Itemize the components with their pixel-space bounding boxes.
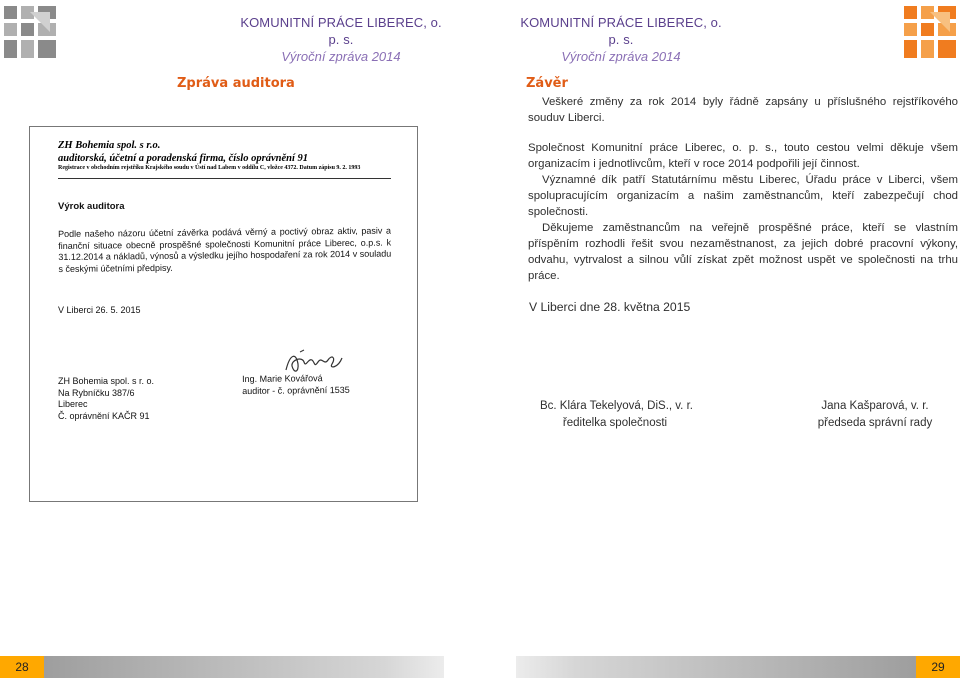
header-right-org: KOMUNITNÍ PRÁCE LIBEREC, o. p. s.: [520, 15, 722, 47]
signatory-role: ředitelka společnosti: [562, 417, 668, 429]
header-right-report: Výroční zpráva 2014: [561, 49, 681, 64]
scan-right-line: auditor - č. oprávnění 1535: [242, 384, 350, 396]
signatory-name: Jana Kašparová, v. r.: [821, 400, 929, 412]
paragraph-text: Společnost Komunitní práce Liberec, o. p. s., touto cestou velmi děkuje všem organizacím i jednotlivcům, kteří v roce 2014 podpořili její činnost.: [528, 142, 958, 170]
paragraph-text: Významné dík patří Statutárnímu městu Liberec, Úřadu práce v Liberci, všem spolupracujícím organizacím a našim zaměstnancům, kteří zabezpečují chod společnosti.: [528, 174, 958, 218]
scan-left-line: Liberec: [58, 399, 88, 409]
scan-registry-line: Registrace v obchodním rejstříku Krajského soudu v Ústí nad Labem v oddílu C, vložce 4372. Datum zápisu 9. 2. 1993: [58, 165, 361, 171]
scan-divider: [58, 178, 391, 179]
header-left-org: KOMUNITNÍ PRÁCE LIBEREC, o. p. s.: [240, 15, 442, 47]
header-left-report: Výroční zpráva 2014: [281, 49, 401, 64]
scan-left-line: Č. oprávnění KAČR 91: [58, 410, 150, 421]
signatory-board-chair: [800, 398, 950, 432]
logo-right: [904, 6, 956, 58]
signatory-role: předseda správní rady: [817, 417, 933, 429]
signatory-name: Bc. Klára Tekelyová, DiS., v. r.: [540, 400, 693, 412]
logo-mosaic-icon: [4, 6, 56, 58]
scan-left-line: Na Rybníčku 387/6: [58, 387, 135, 398]
paragraph-text: Veškeré změny za rok 2014 byly řádně zapsány u příslušného rejstříkového souduv Liberci.: [528, 96, 958, 124]
scan-place-date: V Liberci 26. 5. 2015: [58, 305, 141, 315]
header-left: [236, 14, 446, 65]
scan-firm-name: ZH Bohemia spol. s r.o.: [58, 140, 161, 151]
scan-firm-description: auditorská, účetní a poradenská firma, číslo oprávnění 91: [58, 153, 308, 164]
scan-auditor-block: [242, 373, 350, 397]
scan-right-line: Ing. Marie Kovářová: [242, 373, 323, 384]
scan-left-line: ZH Bohemia spol. s r. o.: [58, 376, 155, 386]
scan-auditor-firm-block: [58, 376, 154, 422]
paragraph-text: Děkujeme zaměstnancům na veřejně prospěšné práce, kteří se vlastním příspěním rozhodli řešit svou nezaměstnanost, za jejich dobré pracovní výkony, odvahu, vytrvalost a silnou vůlí získat zpět možnost uspět ve společnosti na trhu práce.: [528, 222, 958, 282]
footer-bar-left: [44, 656, 444, 678]
paragraph-registry: [528, 94, 958, 126]
right-section-title: Závěr: [526, 76, 568, 91]
date-line: V Liberci dne 28. května 2015: [529, 300, 691, 314]
scan-heading: Výrok auditora: [58, 201, 125, 212]
paragraph-thanks-block: [528, 140, 958, 284]
logo-left: [4, 6, 56, 58]
signatory-director: [540, 398, 693, 432]
scan-opinion: Podle našeho názoru účetní závěrka podává věrný a poctivý obraz aktiv, pasiv a finanční situace obecně prospěšné společnosti Komunitní práce Liberec, o.p.s. k 31.12.2014 a nákladů, výnosů a výsledku jejího hospodaření za rok 2014 v souladu s českými účetními předpisy.: [58, 225, 392, 274]
audit-report-scan: [29, 126, 418, 502]
logo-mosaic-orange-icon: [904, 6, 956, 58]
page-number-right: 29: [916, 656, 960, 678]
footer-bar-right: [516, 656, 916, 678]
left-section-title: Zpráva auditora: [177, 76, 295, 91]
header-right: [516, 14, 726, 65]
page-number-left: 28: [0, 656, 44, 678]
